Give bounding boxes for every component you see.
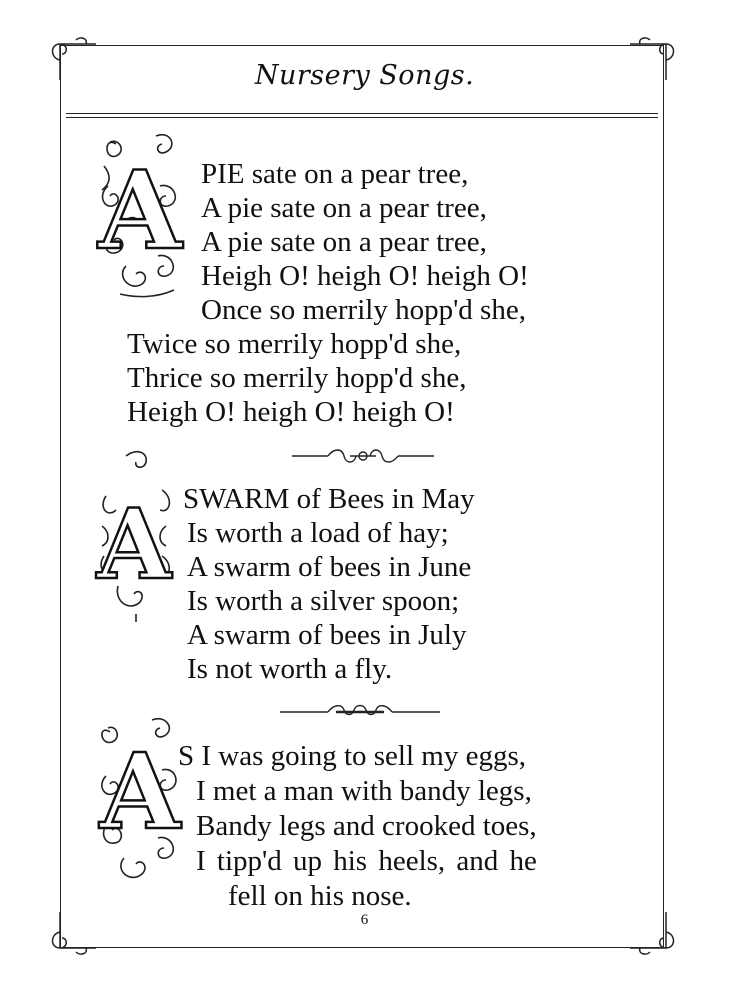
page-title: Nursery Songs. — [254, 60, 475, 91]
ornate-initial-icon — [96, 712, 186, 888]
verse-line: Once so merrily hopp'd she, — [201, 294, 526, 326]
ornate-initial-icon — [96, 446, 178, 622]
verse-line: Thrice so merrily hopp'd she, — [127, 362, 467, 394]
verse-line: A swarm of bees in June — [187, 551, 472, 583]
verse-line: Is not worth a fly. — [187, 653, 393, 685]
page-number: 6 — [360, 912, 369, 928]
verse-line: I met a man with bandy legs, — [196, 775, 532, 807]
verse-line: A pie sate on a pear tree, — [201, 226, 487, 258]
scroll-ornament-icon — [288, 446, 438, 466]
verse-line: SWARM of Bees in May — [183, 483, 475, 515]
initial-letter: A — [99, 730, 181, 853]
verse-line: PIE sate on a pear tree, — [201, 158, 469, 190]
scroll-ornament-icon — [278, 700, 442, 720]
initial-letter: A — [96, 488, 172, 601]
verse-line: Heigh O! heigh O! heigh O! — [127, 396, 455, 428]
verse-line: I tipp'd up his heels, and he — [196, 845, 537, 877]
verse-line: Is worth a load of hay; — [187, 517, 449, 549]
verse-line: Bandy legs and crooked toes, — [196, 810, 537, 842]
verse-line: Twice so merrily hopp'd she, — [127, 328, 462, 360]
initial-letter: A — [98, 148, 182, 274]
verse-line: Is worth a silver spoon; — [187, 585, 460, 617]
verse-line: fell on his nose. — [228, 880, 412, 912]
ornate-initial-icon — [96, 126, 186, 302]
verse-line: S I was going to sell my eggs, — [178, 740, 526, 772]
verse-line: A swarm of bees in July — [187, 619, 467, 651]
verse-line: A pie sate on a pear tree, — [201, 192, 487, 224]
header-rule — [66, 113, 658, 118]
verse-line: Heigh O! heigh O! heigh O! — [201, 260, 529, 292]
